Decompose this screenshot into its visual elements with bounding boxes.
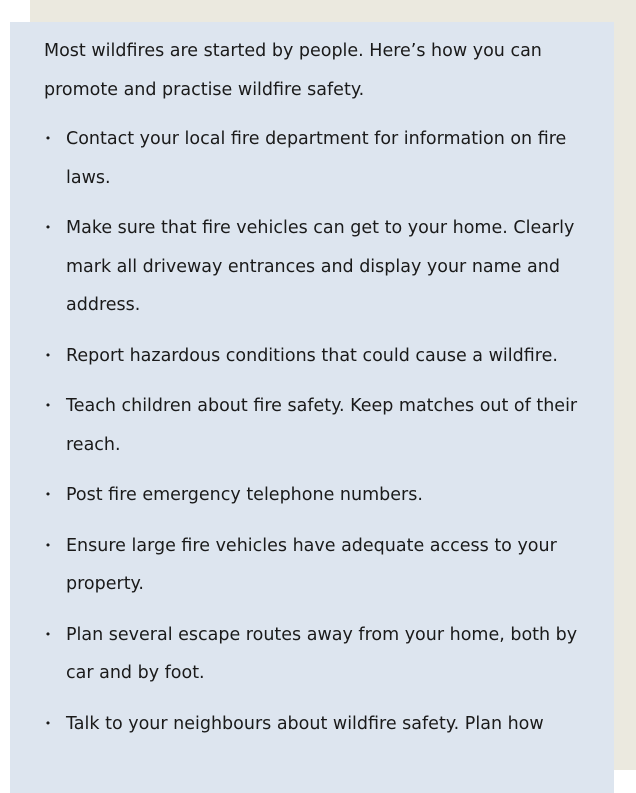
bullet-icon: • [44, 716, 52, 730]
bullet-icon: • [44, 132, 52, 145]
list-item [44, 120, 592, 197]
wildfire-safety-card [10, 22, 614, 793]
tip-text: Contact your local fire department for information on fire laws. [66, 129, 567, 188]
list-item [44, 705, 592, 744]
bullet-icon: • [44, 488, 52, 501]
bullet-icon: • [44, 399, 52, 412]
bullet-icon: • [44, 627, 52, 641]
bullet-icon: • [44, 348, 52, 362]
bullet-icon: • [44, 538, 52, 552]
tip-text: Post fire emergency telephone numbers. [66, 485, 423, 505]
list-item [44, 387, 592, 464]
list-item [44, 616, 592, 693]
tip-text: Teach children about fire safety. Keep matches out of their reach. [66, 396, 578, 455]
tip-text: Make sure that fire vehicles can get to your home. Clearly mark all driveway entrances and display your name and address. [66, 218, 575, 315]
tip-text: Ensure large fire vehicles have adequate access to your property. [66, 535, 557, 594]
list-item [44, 209, 592, 325]
safety-tips-list [44, 120, 592, 743]
list-item [44, 476, 592, 515]
tip-text: Talk to your neighbours about wildfire safety. Plan how [66, 713, 544, 734]
bullet-icon: • [44, 221, 52, 234]
tip-text: Plan several escape routes away from your home, both by car and by foot. [66, 624, 578, 683]
list-item [44, 527, 592, 604]
tip-text: Report hazardous conditions that could cause a wildfire. [66, 345, 558, 366]
list-item [44, 337, 592, 376]
intro-paragraph: Most wildfires are started by people. Here’s how you can promote and practise wildfire safety. [44, 41, 542, 100]
